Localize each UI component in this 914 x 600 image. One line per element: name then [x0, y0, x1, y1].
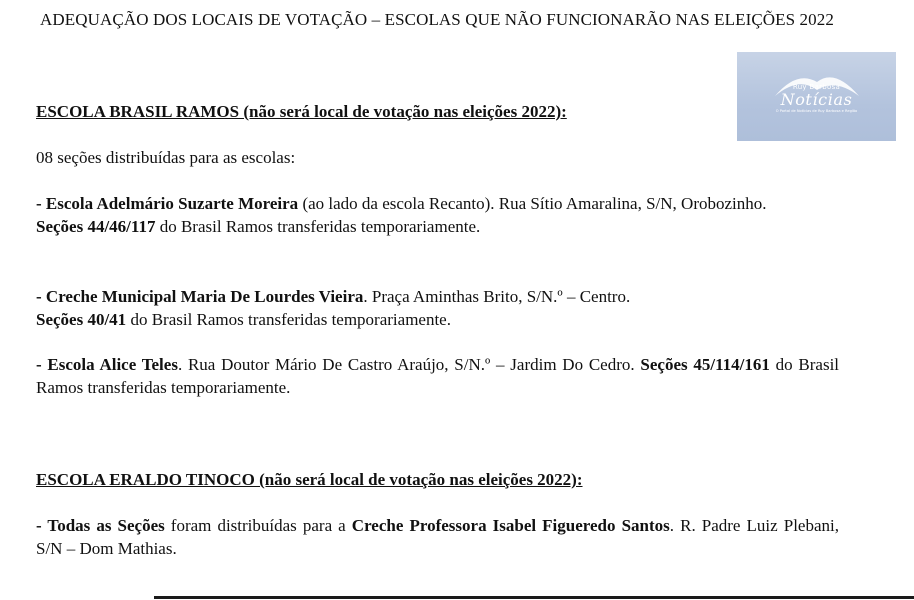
school-note: do Brasil Ramos transferidas temporariamente. [36, 355, 840, 397]
logo-sub-text: O Portal de Notícias de Ruy Barbosa e Região [775, 109, 858, 113]
logo-main-text: Notícias [780, 90, 853, 109]
school-name: - Escola Adelmário Suzarte Moreira [36, 194, 299, 213]
school-address: . R. Padre Luiz Plebani, S/N – Dom Mathias. [36, 516, 839, 558]
school-name: - Creche Municipal Maria De Lourdes Vieira [36, 287, 364, 306]
school-sections: Seções 45/114/161 [640, 355, 770, 374]
school-name: Creche Professora Isabel Figueredo Santos [351, 516, 670, 535]
item-text: foram distribuídas para a [164, 516, 352, 535]
news-logo [737, 52, 896, 141]
school-sections: Seções 40/41 [36, 310, 127, 329]
school-item-alice-teles [36, 353, 839, 399]
section1-intro: 08 seções distribuídas para as escolas: [36, 148, 296, 167]
school-note: do Brasil Ramos transferidas temporariamente. [155, 217, 481, 236]
school-address: . Rua Doutor Mário De Castro Araújo, S/N.º – Jardim Do Cedro. [177, 355, 641, 374]
school-item-creche-maria [36, 285, 839, 331]
item-lead: - Todas as Seções [36, 516, 165, 535]
school-sections: Seções 44/46/117 [36, 217, 156, 236]
school-item-adelmario [36, 192, 839, 238]
bottom-divider [154, 596, 914, 599]
school-address: (ao lado da escola Recanto). Rua Sítio Amaralina, S/N, Orobozinho. [298, 194, 767, 213]
section1-heading: ESCOLA BRASIL RAMOS (não será local de votação nas eleições 2022): [36, 102, 567, 121]
logo-top-text: Ruy Barbosa [792, 83, 841, 91]
section2-heading: ESCOLA ERALDO TINOCO (não será local de votação nas eleições 2022): [36, 470, 583, 489]
page-title: ADEQUAÇÃO DOS LOCAIS DE VOTAÇÃO – ESCOLAS QUE NÃO FUNCIONARÃO NAS ELEIÇÕES 2022 [40, 10, 834, 29]
school-note: do Brasil Ramos transferidas temporariamente. [126, 310, 451, 329]
school-address: . Praça Aminthas Brito, S/N.º – Centro. [363, 287, 631, 306]
school-item-creche-isabel [36, 514, 839, 560]
school-name: - Escola Alice Teles [36, 355, 178, 374]
